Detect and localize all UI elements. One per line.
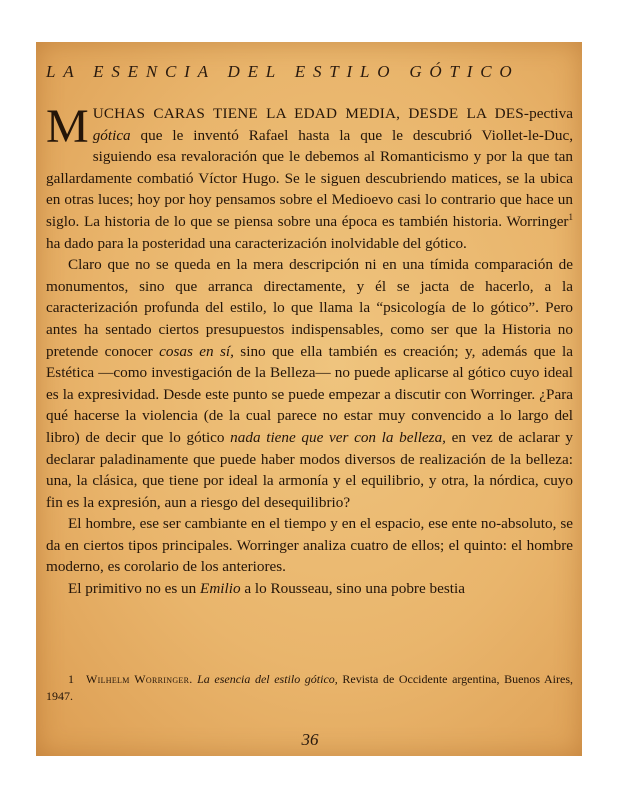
text-segment: en vez de aclarar y declarar paladinamente que puede haber modos diversos de realización de la belleza: una, la clásica, que tiene por ideal la armonía y el equilibrio, y otra, la nórdica, cuyo fin es la expresión, aun a riesgo del desequilibrio? (46, 428, 573, 511)
italic-term: nada tiene que ver con la belleza, (230, 428, 446, 446)
text-segment: El primitivo no es un (68, 580, 201, 598)
text-segment: a lo Rousseau, sino una pobre bestia (240, 580, 465, 598)
text-segment: que le inventó Rafael hasta la que le descubrió Viollet-le-Duc, siguiendo esa revaloración que le debemos al Romanticismo y por la que tan gallardamente combatió Víctor Hugo. Se le siguen descubriendo matices, se la ubica en otras luces; hoy por hoy pensamos sobre el Medioevo casi lo contrario que hace un siglo. La historia de lo que se piensa sobre una época es también historia. Worringer (46, 126, 573, 230)
text-segment: pectiva (529, 105, 573, 122)
running-head: LA ESENCIA DEL ESTILO GÓTICO (46, 62, 520, 81)
drop-cap: M (46, 100, 89, 153)
paragraph-2 (46, 254, 573, 513)
text-segment: Claro que no se queda en la mera descripción ni en una tímida comparación de monumentos, sino que arranca directamente, y él se jacta de hacerlo, a la caracterización profunda del estilo, lo que llama la “psicología de lo gótico”. Pero antes ha sentado ciertos presupuestos indispensables, como ser que la Historia no pretende conocer (46, 256, 573, 360)
footnote-marker: 1 (568, 211, 573, 222)
italic-term: Emilio (200, 580, 241, 598)
footnote-title: La esencia del estilo gótico, (197, 672, 338, 686)
paragraph-1 (46, 100, 573, 254)
italic-term: gótica (92, 126, 131, 144)
opening-caps: UCHAS CARAS TIENE LA EDAD MEDIA, DESDE LA DES- (92, 105, 530, 122)
page-number: 36 (301, 730, 319, 749)
text-segment: ha dado para la posteridad una caracterización inolvidable del gótico. (46, 234, 467, 252)
paragraph-4 (46, 578, 573, 600)
footnote-rest: Revista de Occidente argentina, Buenos Aires, 1947. (46, 672, 574, 703)
paragraph-3 (46, 513, 573, 578)
footnote-author: Wilhelm Worringer. (86, 672, 193, 686)
italic-term: cosas en sí, (159, 342, 234, 360)
text-segment: sino que ella también es creación; y, además que la Estética —como investigación de la Belleza— no puede aplicarse al gótico cuyo ideal es la expresividad. Desde este punto se puede empezar a discutir con Worringer. ¿Para qué hacerse la violencia (de la cual parece no estar muy convencido a lo largo del libro) de decir que lo gótico (46, 342, 574, 446)
footnote-number: 1 (68, 672, 74, 686)
body-text (46, 100, 574, 600)
footnote (46, 671, 573, 705)
text-segment: El hombre, ese ser cambiante en el tiempo y en el espacio, ese ente no-absoluto, se da en ciertos tipos principales. Worringer analiza cuatro de ellos; el quinto: el hombre moderno, es corolario de los anteriores. (46, 515, 573, 576)
